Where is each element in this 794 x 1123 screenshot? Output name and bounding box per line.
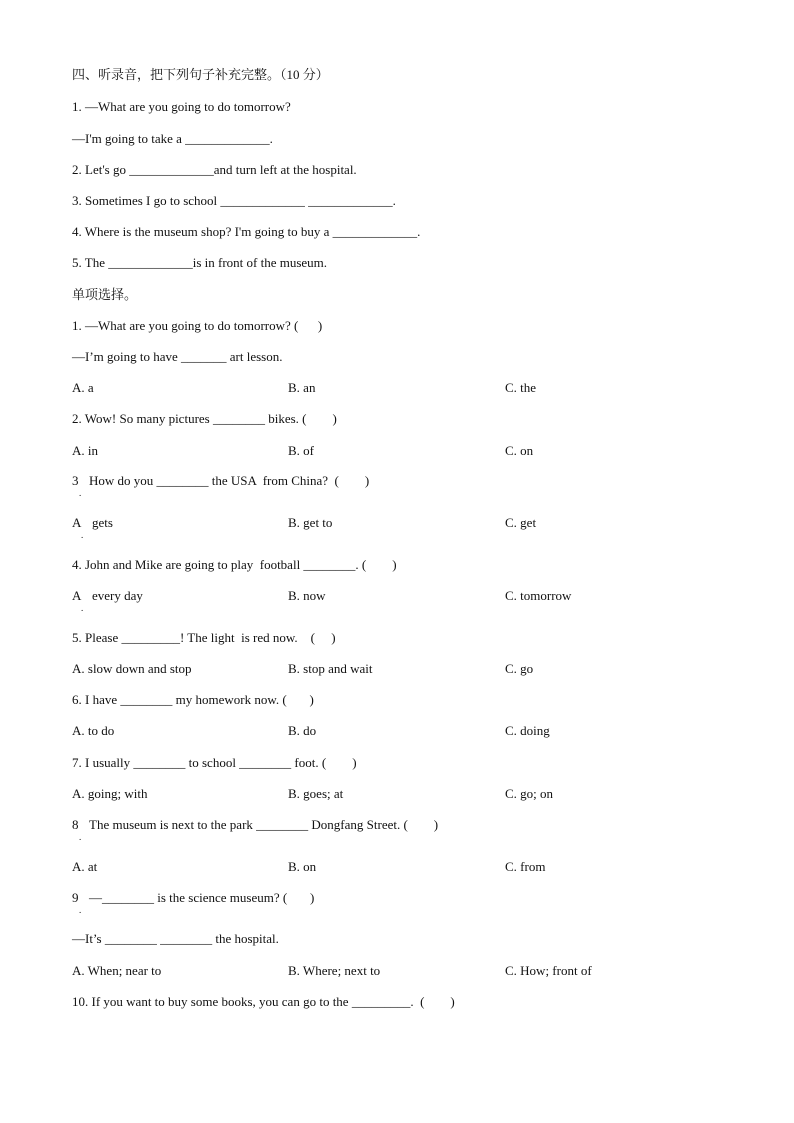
question-stem: How do you ________ the USA from China? ( ) bbox=[89, 473, 370, 488]
question-stem: —It’s ________ ________ the hospital. bbox=[72, 931, 279, 946]
number-dot: . bbox=[79, 832, 82, 842]
number-dot: . bbox=[79, 905, 82, 915]
option-a: A. at bbox=[72, 859, 98, 874]
question-stem: 7. I usually ________ to school ________ foot. ( ) bbox=[72, 755, 357, 770]
option-a: gets bbox=[92, 515, 113, 530]
option-c: C. How; front of bbox=[505, 963, 592, 978]
number-dot: . bbox=[79, 488, 82, 498]
option-a: A. a bbox=[72, 380, 94, 395]
option-c: C. on bbox=[505, 443, 534, 458]
listening-item: 1. —What are you going to do tomorrow? bbox=[72, 99, 291, 114]
question-number: 9 bbox=[72, 890, 79, 905]
option-b: B. do bbox=[288, 723, 317, 738]
question-stem: 4. John and Mike are going to play football ________. ( ) bbox=[72, 557, 397, 572]
option-c: C. go; on bbox=[505, 786, 554, 801]
option-a: every day bbox=[92, 588, 143, 603]
option-c: C. from bbox=[505, 859, 546, 874]
option-a: A. When; near to bbox=[72, 963, 162, 978]
option-b: B. get to bbox=[288, 515, 333, 530]
option-a-letter: A bbox=[72, 588, 82, 603]
option-dot: . bbox=[81, 530, 84, 540]
question-stem: 2. Wow! So many pictures ________ bikes. ( ) bbox=[72, 411, 337, 426]
option-c: C. go bbox=[505, 661, 534, 676]
option-c: C. doing bbox=[505, 723, 550, 738]
option-a: A. slow down and stop bbox=[72, 661, 192, 676]
listening-item: 2. Let's go _____________and turn left at the hospital. bbox=[72, 162, 357, 177]
question-stem: —________ is the science museum? ( ) bbox=[89, 890, 315, 905]
question-stem: 5. Please _________! The light is red now. ( ) bbox=[72, 630, 336, 645]
question-stem: The museum is next to the park ________ Dongfang Street. ( ) bbox=[89, 817, 439, 832]
option-b: B. on bbox=[288, 859, 317, 874]
question-stem: 10. If you want to buy some books, you can go to the _________. ( ) bbox=[72, 994, 455, 1009]
option-a: A. going; with bbox=[72, 786, 148, 801]
question-stem: —I’m going to have _______ art lesson. bbox=[72, 349, 283, 364]
section-heading: 四、听录音，把下列句子补充完整。（10 分） bbox=[72, 67, 329, 82]
option-b: B. goes; at bbox=[288, 786, 344, 801]
option-dot: . bbox=[81, 603, 84, 613]
option-b: B. an bbox=[288, 380, 316, 395]
listening-item: 4. Where is the museum shop? I'm going to buy a _____________. bbox=[72, 224, 421, 239]
option-a-letter: A bbox=[72, 515, 82, 530]
listening-item: —I'm going to take a _____________. bbox=[72, 131, 273, 146]
question-number: 3 bbox=[72, 473, 79, 488]
option-c: C. the bbox=[505, 380, 537, 395]
option-c: C. tomorrow bbox=[505, 588, 572, 603]
option-c: C. get bbox=[505, 515, 537, 530]
listening-item: 3. Sometimes I go to school _____________ _____________. bbox=[72, 193, 396, 208]
question-number: 8 bbox=[72, 817, 79, 832]
question-stem: 6. I have ________ my homework now. ( ) bbox=[72, 692, 314, 707]
option-b: B. now bbox=[288, 588, 326, 603]
option-b: B. of bbox=[288, 443, 314, 458]
option-b: B. Where; next to bbox=[288, 963, 381, 978]
option-a: A. to do bbox=[72, 723, 115, 738]
question-stem: 1. —What are you going to do tomorrow? ( ) bbox=[72, 318, 323, 333]
option-b: B. stop and wait bbox=[288, 661, 373, 676]
section-heading: 单项选择。 bbox=[72, 287, 138, 302]
listening-item: 5. The _____________is in front of the museum. bbox=[72, 255, 328, 270]
option-a: A. in bbox=[72, 443, 98, 458]
